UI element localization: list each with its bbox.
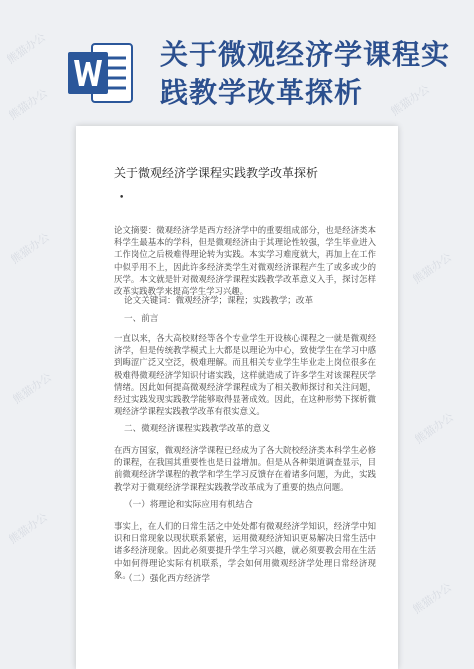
bullet-dot: • xyxy=(119,193,125,203)
section-2-heading: 二、微观经济课程实践教学改革的意义 xyxy=(124,424,271,434)
word-document-icon xyxy=(66,40,136,106)
document-page xyxy=(76,126,398,669)
abstract-paragraph: 论文摘要：微观经济学是西方经济学中的重要组成部分，也是经济类本科学生最基本的学科，但是微观经济由于其理论性较强，学生毕业进入工作岗位之后极难得理论转为实践。本实学习难度就大，再加上在工作中似乎用不上，因此许多经济类学生对微观经济课程产生了或多或少的厌学。本文就是针对微观经济学课程实践教学改革意义入手，探讨怎样改革实践教学来提高学生学习兴趣。 xyxy=(114,225,376,297)
watermark-text: 熊猫办公 xyxy=(8,230,53,267)
watermark-text: 熊猫办公 xyxy=(10,370,55,407)
page-header xyxy=(0,0,474,128)
page-title: 关于微观经济学课程实 践教学改革探析 xyxy=(160,38,451,109)
document-title: 关于微观经济学课程实践教学改革探析 xyxy=(114,166,319,180)
watermark-text: 熊猫办公 xyxy=(388,82,433,119)
keywords-line: 论文关键词：微观经济学；课程；实践教学；改革 xyxy=(124,296,314,306)
section-1-heading: 一、前言 xyxy=(124,314,159,324)
watermark-text: 熊猫办公 xyxy=(4,30,49,67)
section-1-paragraph: 一直以来，各大高校财经等各个专业学生开设核心课程之一就是微观经济学，但是传统教学模式上大都是以理论为中心，致使学生在学习中感到晦涩广泛又空泛，极难理解。而且相关专业学生毕业走上岗位很多在极难得微观经济学知识付诸实践，这样就造成了许多学生对该课程厌学情绪。因此如何提高微观经济学课程成为了相关教师探讨和关注问题，经过实践发现实践教学能够取得显著成效。因此，在这种形势下探析微观经济学课程实践教学改革有很实意义。 xyxy=(114,333,376,417)
watermark-text: 熊猫办公 xyxy=(410,250,455,287)
subsection-2-heading: （二）强化西方经济学 xyxy=(124,574,210,584)
watermark-text: 熊猫办公 xyxy=(6,510,51,547)
watermark-text: 熊猫办公 xyxy=(6,86,51,123)
section-2-paragraph: 在西方国家，微观经济学课程已经成为了各大院校经济类本科学生必修的课程，在我国其重要性也是日益增加。但是从各种渠道调查显示，目前微观经济学课程的教学和学生学习反馈存在着诸多问题，为此，实践教学对于微观经济学课程实践教学改革成为了重要的热点问题。 xyxy=(114,445,376,492)
watermark-text: 熊猫办公 xyxy=(412,410,457,447)
subsection-1-heading: （一）将理论和实际应用有机结合 xyxy=(124,500,253,510)
subsection-1-paragraph: 事实上，在人们的日常生活之中处处都有微观经济学知识，经济学中知识和日常现象以现状联系紧密，运用微观经济知识更易解决日常生活中诸多经济现象。因此必须要提升学生学习兴趣，就必须要教会用在生活中如何得理论实际有机联系，学会如何用微观经济学处理日常经济现象。 xyxy=(114,521,376,580)
watermark-text: 熊猫办公 xyxy=(410,580,455,617)
